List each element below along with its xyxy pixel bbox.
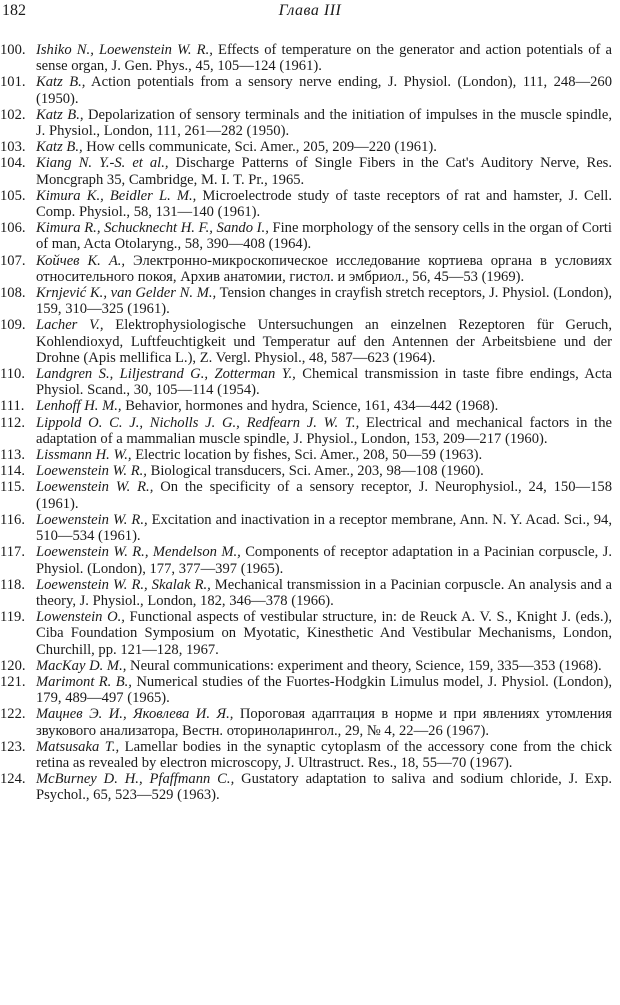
reference-item	[0, 674, 620, 706]
reference-citation: Fine morphology of the sensory cells in the organ of Corti of man, Acta Otolaryng., 58, 390—408 (1964).	[36, 220, 612, 253]
reference-authors: Lissmann H. W.,	[36, 447, 132, 464]
reference-citation: Functional aspects of vestibular structure, in: de Reuck A. V. S., Knight J. (eds.), Ciba Foundation Symposium on Myotatic, Kinesthetic And Vestibular Mechanisms, London, Churchill, pp. 121—128, 1967.	[36, 609, 613, 658]
reference-number: 114.	[0, 463, 25, 480]
page-header	[0, 2, 620, 26]
reference-item	[0, 74, 620, 106]
reference-authors: Matsusaka T.,	[36, 738, 120, 755]
reference-number: 101.	[0, 74, 26, 91]
reference-item	[0, 447, 620, 463]
reference-authors: Ishiko N., Loewenstein W. R.,	[36, 42, 213, 58]
reference-item	[0, 544, 620, 576]
reference-number: 110.	[0, 366, 25, 383]
reference-authors: Мацнев Э. И., Яковлева И. Я.,	[36, 706, 234, 723]
reference-authors: Lowenstein O.,	[36, 609, 125, 626]
reference-authors: Kimura K., Beidler L. M.,	[36, 187, 197, 204]
reference-authors: Marimont R. B.,	[36, 673, 132, 690]
reference-number: 115.	[0, 479, 25, 496]
reference-citation: Behavior, hormones and hydra, Science, 161, 434—442 (1968).	[121, 398, 499, 415]
reference-number: 107.	[0, 252, 26, 269]
reference-authors: Койчев К. А.,	[36, 252, 126, 269]
reference-authors: Lenhoff H. M.,	[36, 398, 122, 415]
reference-item	[0, 609, 620, 658]
reference-number: 102.	[0, 106, 26, 123]
reference-item	[0, 220, 620, 252]
reference-item	[0, 479, 620, 511]
reference-authors: Lacher V.,	[36, 317, 104, 334]
reference-citation: On the specificity of a sensory receptor, J. Neurophysiol., 24, 150—158 (1961).	[36, 479, 613, 512]
reference-citation: Discharge Patterns of Single Fibers in the Cat's Auditory Nerve, Res. Moncgraph 35, Cambridge, M. I. T. Pr., 1965.	[36, 155, 612, 188]
reference-number: 112.	[0, 414, 25, 431]
reference-citation: Biological transducers, Sci. Amer., 203, 98—108 (1960).	[146, 463, 484, 480]
reference-item	[0, 285, 620, 317]
reference-number: 119.	[0, 609, 25, 626]
reference-number: 121.	[0, 673, 26, 690]
reference-item	[0, 188, 620, 220]
reference-citation: Effects of temperature on the generator and action potentials of a sense organ, J. Gen. Phys., 45, 105—124 (1961).	[36, 42, 612, 75]
reference-number: 123.	[0, 738, 26, 755]
reference-number: 100.	[0, 42, 26, 58]
reference-item	[0, 317, 620, 366]
reference-item	[0, 415, 620, 447]
reference-authors: Katz B.,	[36, 139, 83, 156]
reference-citation: Neural communications: experiment and theory, Science, 159, 335—353 (1968).	[126, 657, 602, 674]
reference-number: 105.	[0, 187, 26, 204]
reference-number: 124.	[0, 771, 26, 788]
reference-item	[0, 577, 620, 609]
reference-citation: Mechanical transmission in a Pacinian corpuscle. An analysis and a theory, J. Physiol., London, 182, 346—378 (1966).	[36, 576, 612, 609]
reference-authors: Landgren S., Liljestrand G., Zotterman Y.,	[36, 366, 296, 383]
reference-authors: Krnjević K., van Gelder N. M.,	[36, 285, 217, 302]
reference-item	[0, 463, 620, 479]
reference-citation: Numerical studies of the Fuortes-Hodgkin Limulus model, J. Physiol. (London), 179, 489—497 (1965).	[36, 673, 612, 707]
reference-citation: Components of receptor adaptation in a Pacinian corpuscle, J. Physiol. (London), 177, 377—397 (1965).	[36, 544, 612, 577]
reference-citation: Tension changes in crayfish stretch receptors, J. Physiol. (London), 159, 310—325 (1961).	[36, 285, 612, 318]
reference-number: 118.	[0, 576, 25, 593]
reference-item	[0, 771, 620, 803]
reference-authors: Loewenstein W. R., Mendelson M.,	[36, 544, 241, 561]
reference-authors: Katz B.,	[36, 106, 84, 123]
reference-number: 111.	[0, 398, 25, 415]
reference-citation: Пороговая адаптация в норме и при явлениях утомления звукового анализатора, Вестн. оториноларингол., 29, № 4, 22—26 (1967).	[36, 706, 612, 739]
reference-authors: Loewenstein W. R.,	[36, 479, 154, 496]
reference-item	[0, 706, 620, 738]
reference-item	[0, 253, 620, 285]
reference-authors: McBurney D. H., Pfaffmann C.,	[36, 771, 235, 788]
reference-item	[0, 155, 620, 187]
running-head: Глава III	[278, 2, 342, 19]
reference-authors: Loewenstein W. R.,	[36, 511, 148, 528]
reference-number: 116.	[0, 511, 25, 528]
reference-number: 122.	[0, 706, 26, 723]
reference-citation: Gustatory adaptation to saliva and sodium chloride, J. Exp. Psychol., 65, 523—529 (1963).	[36, 771, 612, 804]
reference-authors: Loewenstein W. R., Skalak R.,	[36, 576, 211, 593]
reference-number: 104.	[0, 155, 26, 172]
reference-citation: Electric location by fishes, Sci. Amer., 208, 50—59 (1963).	[131, 447, 483, 464]
reference-citation: Excitation and inactivation in a receptor membrane, Ann. N. Y. Acad. Sci., 94, 510—534 (1961).	[36, 511, 612, 545]
reference-authors: MacKay D. M.,	[36, 657, 127, 674]
reference-number: 109.	[0, 317, 26, 334]
reference-item	[0, 658, 620, 674]
reference-item	[0, 512, 620, 544]
reference-number: 120.	[0, 657, 26, 674]
reference-number: 108.	[0, 285, 26, 302]
reference-item	[0, 739, 620, 771]
reference-authors: Katz B.,	[36, 74, 86, 91]
reference-number: 103.	[0, 139, 26, 156]
reference-citation: Depolarization of sensory terminals and the initiation of impulses in the muscle spindle, J. Physiol., London, 111, 261—282 (1950).	[36, 106, 612, 140]
reference-citation: Lamellar bodies in the synaptic cytoplasm of the accessory cone from the chick retina as revealed by electron microscopy, J. Ultrastruct. Res., 18, 55—70 (1967).	[36, 738, 612, 771]
reference-number: 117.	[0, 544, 25, 561]
reference-citation: Elektrophysiologische Untersuchungen an einzelnen Rezeptoren für Geruch, Kohlendioxyd, Luftfeuchtigkeit und Temperatur auf den Antennen der Arbeitsbiene und der Drohne (Apis mellifica L.), Z. Vergl. Physiol., 48, 587—623 (1964).	[36, 317, 613, 366]
reference-citation: How cells communicate, Sci. Amer., 205, 209—220 (1961).	[82, 139, 437, 156]
reference-citation: Chemical transmission in taste fibre endings, Acta Physiol. Scand., 30, 105—114 (1954).	[36, 366, 612, 399]
reference-citation: Electrical and mechanical factors in the adaptation of a mammalian muscle spindle, J. Physiol., London, 153, 209—217 (1960).	[36, 414, 612, 447]
reference-authors: Loewenstein W. R.,	[36, 463, 147, 480]
reference-authors: Lippold O. C. J., Nicholls J. G., Redfearn J. W. T.,	[36, 414, 360, 431]
reference-number: 106.	[0, 220, 26, 237]
reference-citation: Microelectrode study of taste receptors of rat and hamster, J. Cell. Comp. Physiol., 58, 131—140 (1961).	[36, 187, 613, 221]
reference-item	[0, 398, 620, 414]
page-number: 182	[2, 2, 26, 19]
reference-item	[0, 42, 620, 74]
reference-citation: Action potentials from a sensory nerve ending, J. Physiol. (London), 111, 248—260 (1950).	[36, 74, 612, 107]
reference-authors: Kimura R., Schucknecht H. F., Sando I.,	[36, 220, 269, 237]
reference-item	[0, 366, 620, 398]
reference-citation: Электронно-микроскопическое исследование кортиева органа в условиях относительного покоя, Архив анатомии, гистол. и эмбриол., 56, 45—53 (1969).	[36, 252, 612, 285]
reference-authors: Kiang N. Y.-S. et al.,	[36, 155, 169, 172]
reference-item	[0, 139, 620, 155]
reference-number: 113.	[0, 447, 25, 464]
reference-list	[0, 42, 620, 804]
reference-item	[0, 107, 620, 139]
